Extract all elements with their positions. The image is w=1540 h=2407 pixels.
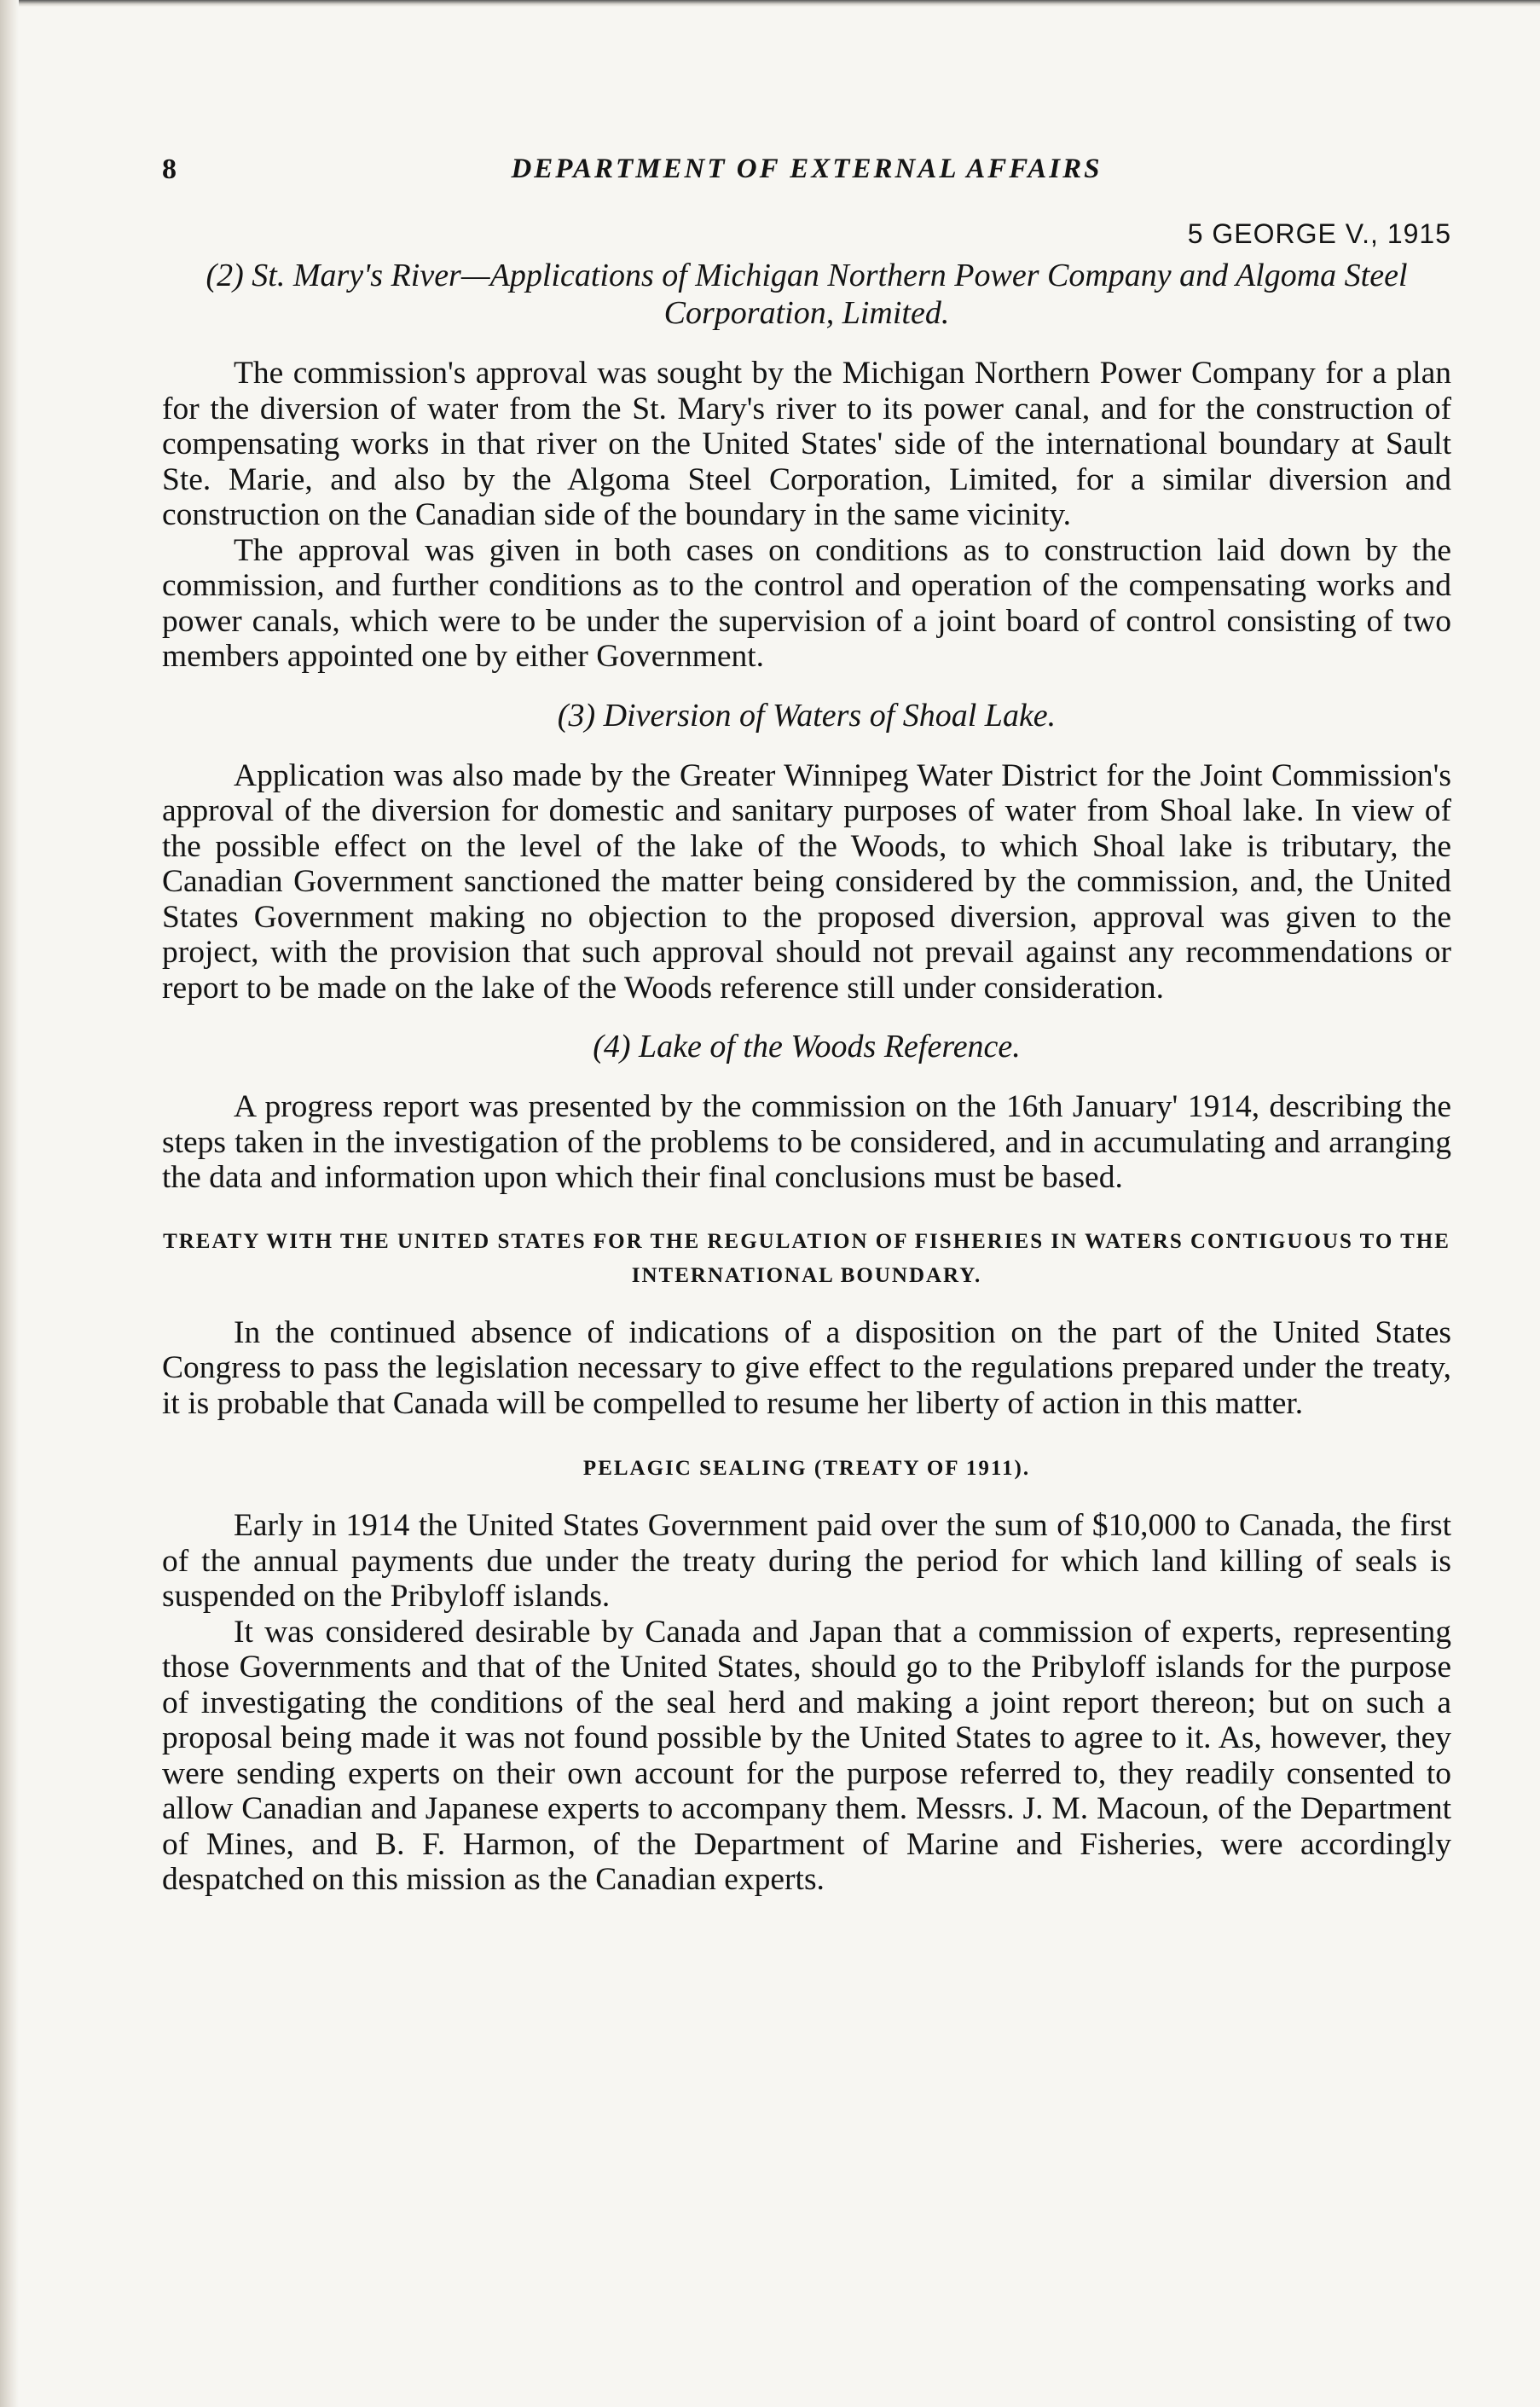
- running-header: [162, 145, 1451, 205]
- paragraph-pelagic-2: It was considered desirable by Canada and Japan that a commission of experts, representing those Governments and that of the United States, should go to the Pribyloff islands for the purpose of investigating the conditions of the seal herd and making a joint report thereon; but on such a proposal being made it was not found possible by the United States to agree to it. As, however, they were sending experts on their own account for the purpose referred to, they readily consented to allow Canadian and Japanese experts to accompany them. Messrs. J. M. Macoun, of the Department of Mines, and B. F. Harmon, of the Department of Marine and Fisheries, were accordingly despatched on this mission as the Canadian experts.: [162, 1614, 1451, 1897]
- paragraph-fisheries-1: In the continued absence of indications of a disposition on the part of the United States Congress to pass the legislation necessary to give effect to the regulations prepared under the treaty, it is probable that Canada will be compelled to resume her liberty of action in this matter.: [162, 1314, 1451, 1421]
- running-title: DEPARTMENT OF EXTERNAL AFFAIRS: [511, 154, 1103, 184]
- page-number: 8: [162, 154, 177, 185]
- page-binding-edge: [0, 0, 19, 2407]
- page-top-edge: [0, 0, 1540, 7]
- paragraph-st-marys-1: The commission's approval was sought by the Michigan Northern Power Company for a plan for the diversion of water from the St. Mary's river to its power canal, and for the construction of compensating works in that river on the United States' side of the international boundary at Sault Ste. Marie, and also by the Algoma Steel Corporation, Limited, for a similar diversion and construction on the Canadian side of the boundary in the same vicinity.: [162, 356, 1451, 532]
- session-label: 5 GEORGE V., 1915: [1187, 218, 1451, 249]
- section-heading-fisheries: TREATY WITH THE UNITED STATES FOR THE REGULATION OF FISHERIES IN WATERS CONTIGUOUS TO THE INTERNATIONAL BOUNDARY.: [163, 1229, 1450, 1287]
- section-heading-st-marys: (2) St. Mary's River—Applications of Michigan Northern Power Company and Algoma Steel Corporation, Limited.: [206, 258, 1408, 331]
- section-heading-pelagic: PELAGIC SEALING (TREATY OF 1911).: [582, 1457, 1031, 1480]
- paragraph-lake-of-woods-1: A progress report was presented by the commission on the 16th January' 1914, describing the steps taken in the investigation of the problems to be considered, and in accumulating and arranging the data and information upon which their final conclusions must be based.: [162, 1089, 1451, 1195]
- paragraph-st-marys-2: The approval was given in both cases on conditions as to construction laid down by the commission, and further conditions as to the control and operation of the compensating works and power canals, which were to be under the supervision of a joint board of control consisting of two members appointed one by either Government.: [162, 532, 1451, 674]
- section-heading-lake-of-woods: (4) Lake of the Woods Reference.: [593, 1029, 1021, 1064]
- document-page: [162, 145, 1451, 1898]
- paragraph-pelagic-1: Early in 1914 the United States Government paid over the sum of $10,000 to Canada, the first of the annual payments due under the treaty during the period for which land killing of seals is suspended on the Pribyloff islands.: [162, 1508, 1451, 1614]
- paragraph-shoal-lake-1: Application was also made by the Greater Winnipeg Water District for the Joint Commission's approval of the diversion for domestic and sanitary purposes of water from Shoal lake. In view of the possible effect on the level of the lake of the Woods, to which Shoal lake is tributary, the Canadian Government sanctioned the matter being considered by the commission, and, the United States Government making no objection to the proposed diversion, approval was given to the project, with the provision that such approval should not prevail against any recommendations or report to be made on the lake of the Woods reference still under consideration.: [162, 757, 1451, 1006]
- section-heading-shoal-lake: (3) Diversion of Waters of Shoal Lake.: [557, 697, 1057, 734]
